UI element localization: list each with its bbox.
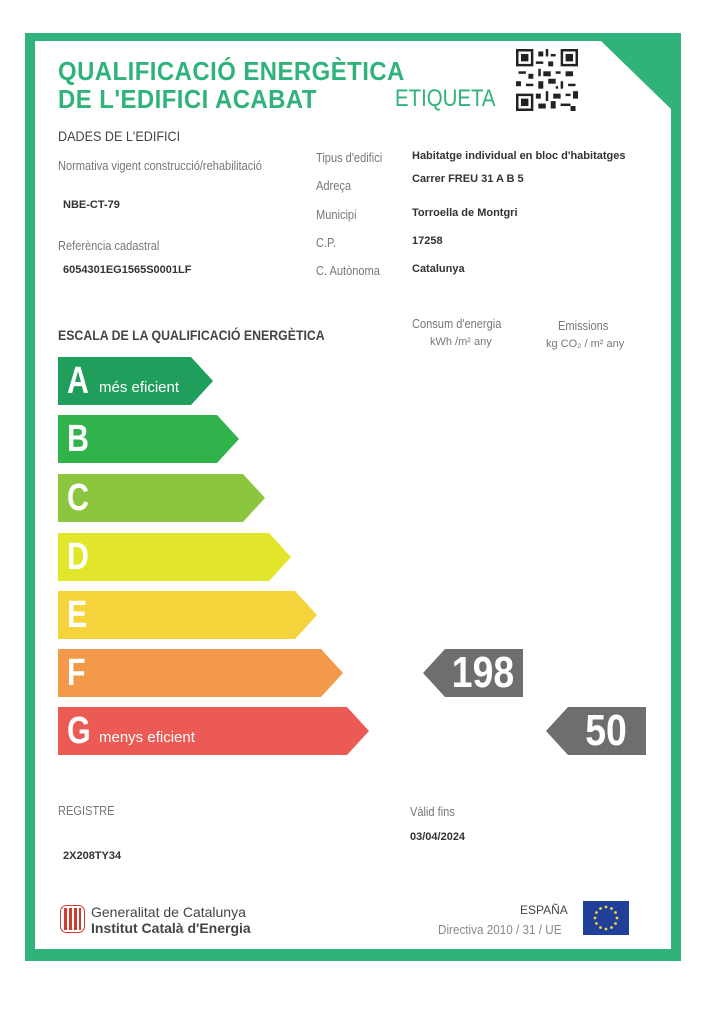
rating-letter: B <box>67 418 89 460</box>
building-section-title: DADES DE L'EDIFICI <box>58 128 181 144</box>
eu-star <box>594 917 597 920</box>
ca-value: Catalunya <box>412 263 465 275</box>
cp-value: 17258 <box>412 235 443 247</box>
registre-label: REGISTRE <box>58 803 115 818</box>
rating-letter: G <box>67 710 91 752</box>
tipus-value: Habitatge individual en bloc d'habitatges <box>412 150 626 162</box>
rating-bar-c <box>58 474 265 522</box>
municipi-value: Torroella de Montgri <box>412 207 518 219</box>
title-line-2: DE L'EDIFICI ACABAT <box>58 84 317 114</box>
normativa-label: Normativa vigent construcció/rehabilitació <box>58 158 262 173</box>
title-line-1: QUALIFICACIÓ ENERGÈTICA <box>58 56 405 86</box>
municipi-label: Municipi <box>316 207 357 222</box>
rating-bar-f <box>58 649 343 697</box>
rating-letter: C <box>67 477 89 519</box>
tipus-label: Tipus d'edifici <box>316 150 383 165</box>
ca-label: C. Autònoma <box>316 263 380 278</box>
rating-bar-g <box>58 707 369 755</box>
eu-star <box>599 926 602 929</box>
emissions-label: Emissions <box>558 318 609 333</box>
rating-letter: F <box>67 652 86 694</box>
eu-star <box>616 917 619 920</box>
rating-bar-shape <box>58 649 343 697</box>
org-line-1: Generalitat de Catalunya <box>91 904 246 920</box>
consum-label: Consum d'energia <box>412 316 502 331</box>
rating-bar-shape <box>58 533 291 581</box>
etiqueta-label: ETIQUETA <box>395 85 496 112</box>
consumption-value: 198 <box>451 648 515 697</box>
registre-value: 2X208TY34 <box>63 850 122 862</box>
eu-star <box>610 926 613 929</box>
emissions-indicator <box>546 707 646 755</box>
rating-bar-shape <box>58 591 317 639</box>
eu-star <box>595 911 598 914</box>
emissions-unit: kg CO₂ / m² any <box>546 338 625 350</box>
eu-star <box>614 911 617 914</box>
referencia-value: 6054301EG1565S0001LF <box>63 264 192 276</box>
eu-star <box>605 906 608 909</box>
qr-code-icon <box>516 49 578 111</box>
rating-letter: D <box>67 536 89 578</box>
org-line-2: Institut Català d'Energia <box>91 920 251 936</box>
consumption-indicator <box>423 649 523 697</box>
eu-star <box>595 922 598 925</box>
normativa-value: NBE-CT-79 <box>63 199 120 211</box>
rating-bar-shape <box>58 474 265 522</box>
rating-bar-e <box>58 591 317 639</box>
adreca-label: Adreça <box>316 178 352 193</box>
scale-title: ESCALA DE LA QUALIFICACIÓ ENERGÈTICA <box>58 327 325 343</box>
rating-letter: E <box>67 594 88 636</box>
eu-flag-icon <box>583 901 629 935</box>
valid-value: 03/04/2024 <box>410 831 466 843</box>
eu-star <box>599 907 602 910</box>
adreca-value: Carrer FREU 31 A B 5 <box>412 173 524 185</box>
eu-star <box>614 922 617 925</box>
country-label: ESPAÑA <box>520 903 568 917</box>
directive-label: Directiva 2010 / 31 / UE <box>438 922 562 937</box>
consum-unit: kWh /m² any <box>430 336 492 348</box>
rating-bar-d <box>58 533 291 581</box>
rating-letter: A <box>67 360 89 402</box>
emissions-value: 50 <box>585 706 627 755</box>
corner-triangle <box>600 40 672 110</box>
cp-label: C.P. <box>316 235 337 250</box>
rating-bar-b <box>58 415 239 463</box>
rating-bar-a <box>58 357 213 405</box>
eu-star <box>610 907 613 910</box>
valid-label: Vàlid fins <box>410 804 455 819</box>
least-efficient-label: menys eficient <box>99 729 195 746</box>
eu-star <box>605 928 608 931</box>
referencia-label: Referència cadastral <box>58 238 160 253</box>
most-efficient-label: més eficient <box>99 379 180 396</box>
generalitat-logo-icon <box>60 905 85 933</box>
